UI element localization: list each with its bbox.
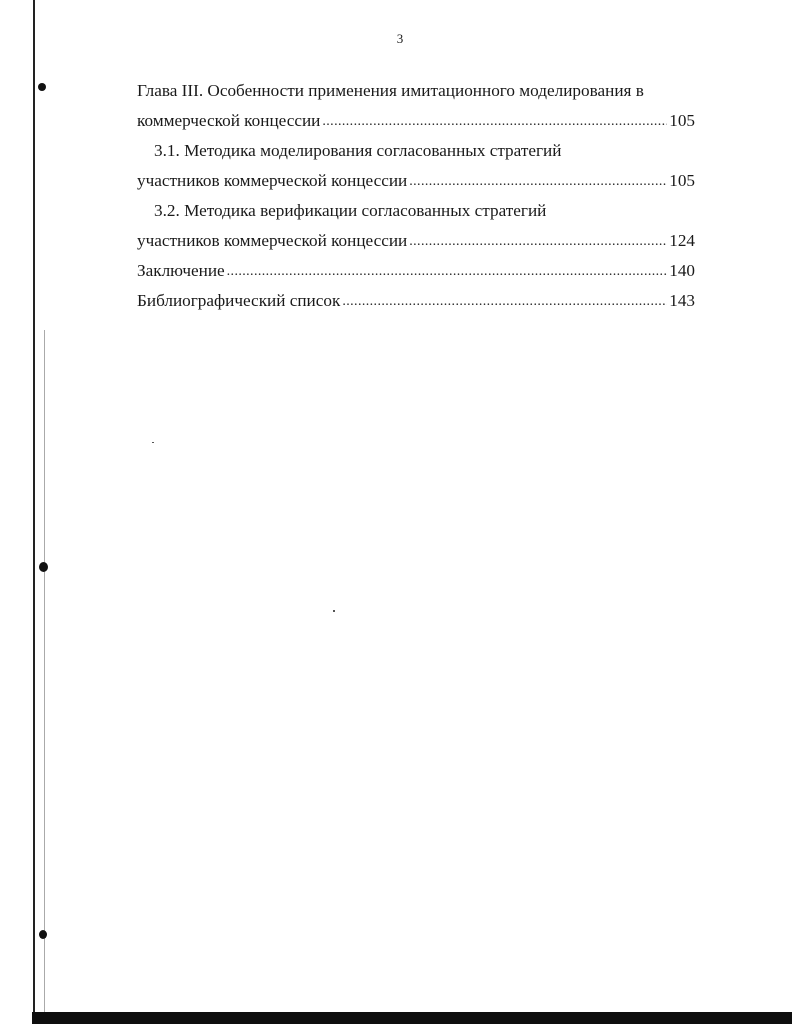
toc-page-number: 140 [669,261,695,280]
toc-entry-section31-line2 [137,166,695,196]
binding-edge-line [33,0,35,1014]
toc-entry-title: Глава III. Особенности применения имитационного моделирования в [137,81,644,100]
toc-entry-conclusion [137,256,695,286]
toc-page-number: 105 [669,111,695,130]
binding-edge-shadow [44,330,45,1020]
toc-entry-title: 3.2. Методика верификации согласованных стратегий [154,201,547,220]
toc-entry-title: Библиографический список [137,291,341,310]
toc-entry-section32-line1 [137,196,695,226]
toc-entry-section31-line1 [137,136,695,166]
table-of-contents [137,76,695,316]
toc-page-number: 143 [669,291,695,310]
toc-entry-section32-line2 [137,226,695,256]
dot-leader [409,225,667,257]
toc-entry-title: участников коммерческой концессии [137,231,408,250]
scan-speck [333,610,335,612]
scan-bottom-edge [32,1012,792,1024]
dot-leader [227,255,668,287]
toc-entry-title: участников коммерческой концессии [137,171,408,190]
binding-hole-mark [39,930,47,939]
dot-leader [322,105,667,137]
toc-page-number: 105 [669,171,695,190]
binding-hole-mark [38,83,46,91]
binding-hole-mark [39,562,48,572]
toc-page-number: 124 [669,231,695,250]
page-number: 3 [396,31,404,46]
toc-entry-chapter3-line1 [137,76,695,106]
dot-leader [409,165,667,197]
toc-entry-title: коммерческой концессии [137,111,321,130]
toc-entry-chapter3-line2 [137,106,695,136]
toc-entry-bibliography [137,286,695,316]
scan-speck [152,442,154,443]
toc-entry-title: 3.1. Методика моделирования согласованных стратегий [154,141,562,160]
toc-entry-title: Заключение [137,261,225,280]
dot-leader [342,285,667,317]
